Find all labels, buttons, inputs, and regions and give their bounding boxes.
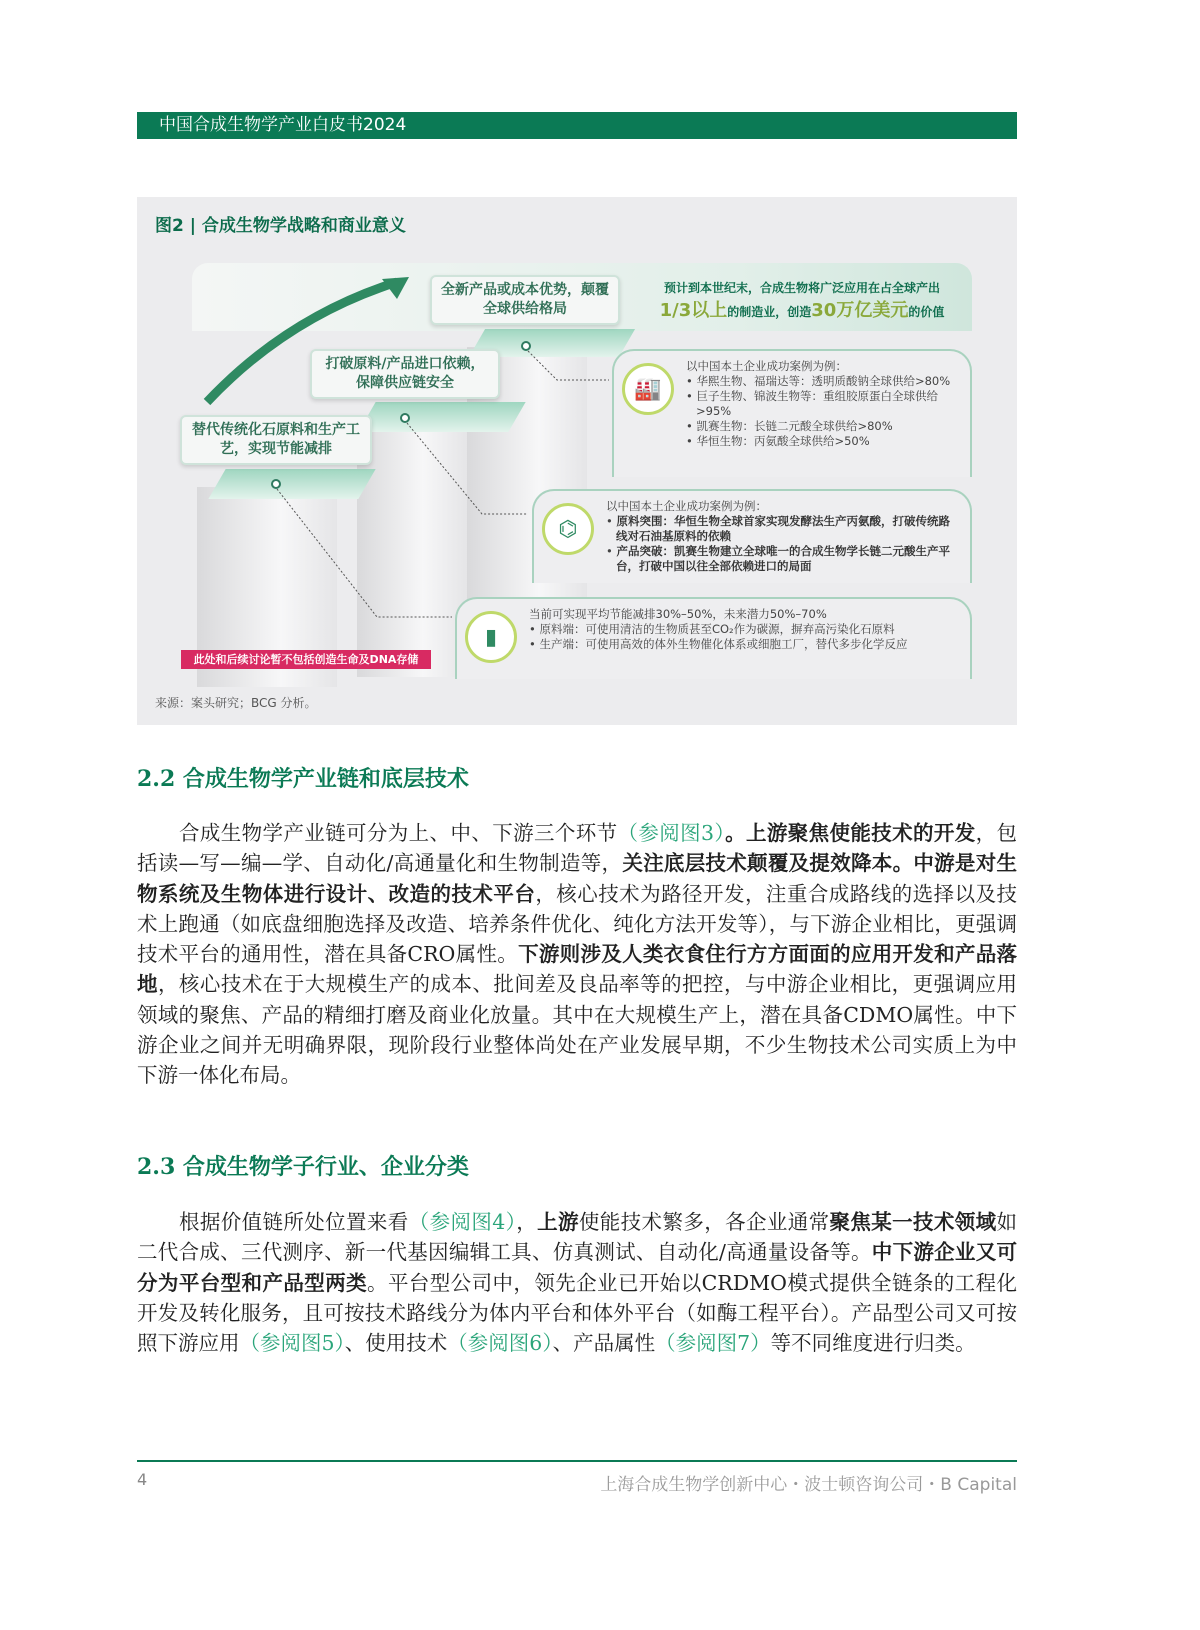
text: 、使用技术	[344, 1331, 448, 1356]
bold-text: 关注底层技术颠覆及提效降本。中游是对生物系统及生物体进行设计、改造的技术平台	[137, 851, 1018, 906]
text: ，包括读—写—编—学、自动化/高通量化和生物制造等，	[137, 821, 1018, 876]
case-card-supply	[612, 349, 972, 477]
prediction-mid: 的制造业，创造	[727, 305, 812, 319]
card-intro: 当前可实现平均节能减排30%–50%，未来潜力50%–70%	[529, 607, 827, 621]
bold-text: 聚焦某一技术领域	[829, 1210, 997, 1234]
text: 使能技术繁多，各企业通常	[578, 1210, 830, 1234]
card-item: • 产品突破：凯赛生物建立全球唯一的合成生物学长链二元酸生产平台，打破中国以往全部依赖进口的局面	[606, 544, 950, 573]
text: 等不同维度进行归类。	[770, 1331, 976, 1356]
factory-icon: 🏭	[622, 363, 674, 415]
card-item: • 凯赛生物：长链二元酸全球供给>80%	[686, 419, 893, 433]
section-2-3-paragraph	[137, 1207, 1017, 1358]
text: 、产品属性	[552, 1331, 656, 1356]
card-item: • 华恒生物：丙氨酸全球供给>50%	[686, 434, 870, 448]
bold-text: 。上游聚焦使能技术的开发	[725, 821, 976, 845]
figure-title: 图2 | 合成生物学战略和商业意义	[155, 216, 406, 236]
section-2-2-heading: 2.2 合成生物学产业链和底层技术	[137, 766, 469, 792]
bold-text: 上游	[537, 1210, 579, 1234]
text: 根据价值链所处位置来看	[179, 1210, 409, 1234]
footer-organizations: 上海合成生物学创新中心・波士顿咨询公司・B Capital	[600, 1475, 1017, 1495]
figure-reference-link[interactable]: （参阅图4）	[408, 1210, 517, 1234]
callout-bottom: 替代传统化石原料和生产工艺，实现节能减排	[180, 415, 372, 465]
emission-card	[455, 597, 972, 679]
scope-note: 此处和后续讨论暂不包括创造生命及DNA存储	[181, 650, 431, 669]
chimney-icon: ▮	[465, 611, 517, 663]
prediction-value: 30万亿美元	[811, 300, 909, 321]
card-item: • 生产端：可使用高效的体外生物催化体系或细胞工厂，替代多步化学反应	[529, 637, 908, 651]
section-2-2-paragraph	[137, 818, 1017, 1091]
prediction-share: 1/3以上	[659, 300, 728, 321]
prediction-line: 预计到本世纪末，合成生物将广泛应用在占全球产出	[663, 281, 940, 295]
text: 。平台型公司中，领先企业已开始以CRDMO模式提供全链条的工程化开发及转化服务，且可按技术路线分为体内平台和体外平台（如酶工程平台）。产品型公司又可按照下游应用	[137, 1270, 1017, 1356]
figure-reference-link[interactable]: （参阅图6）	[447, 1331, 553, 1356]
prediction-end: 的价值	[908, 305, 945, 319]
figure-reference-link[interactable]: （参阅图3）	[617, 821, 726, 845]
case-card-breakthrough	[532, 489, 972, 583]
card-item: • 华熙生物、福瑞达等：透明质酸钠全球供给>80%	[686, 374, 951, 388]
card-item: • 巨子生物、锦波生物等：重组胶原蛋白全球供给>95%	[686, 389, 938, 418]
footer-divider	[137, 1460, 1017, 1462]
figure-2	[137, 197, 1017, 725]
callout-middle: 打破原料/产品进口依赖，保障供应链安全	[310, 349, 500, 399]
page-number: 4	[137, 1470, 148, 1489]
section-2-3-heading: 2.3 合成生物学子行业、企业分类	[137, 1154, 469, 1180]
figure-reference-link[interactable]: （参阅图7）	[655, 1331, 771, 1356]
card-intro: 以中国本土企业成功案例为例：	[606, 499, 767, 513]
molecule-icon: ⌬	[542, 503, 594, 555]
text: ，核心技术在于大规模生产的成本、批间差及良品率等的把控，与中游企业相比，更强调应用领域的聚焦、产品的精细打磨及商业化放量。其中在大规模生产上，潜在具备CDMO属性。中下游企业之间并无明确界限，现阶段行业整体尚处在产业发展早期，不少生物技术公司实质上为中下游一体化布局。	[137, 972, 1018, 1088]
text: 如二代合成、三代测序、新一代基因编辑工具、仿真测试、自动化/高通量设备等。	[137, 1210, 1018, 1265]
card-intro: 以中国本土企业成功案例为例：	[686, 359, 847, 373]
figure-source: 来源：案头研究；BCG 分析。	[155, 696, 317, 710]
bold-text: 下游则涉及人类衣食住行方方面面的应用开发和产品落地	[137, 942, 1017, 997]
figure-reference-link[interactable]: （参阅图5）	[239, 1331, 345, 1356]
callout-top: 全新产品或成本优势，颠覆全球供给格局	[430, 275, 620, 325]
bold-text: 中下游企业又可分为平台型和产品型两类	[137, 1240, 1018, 1295]
text: 合成生物学产业链可分为上、中、下游三个环节	[179, 821, 618, 845]
text: ，	[516, 1210, 538, 1234]
running-header: 中国合成生物学产业白皮书2024	[137, 112, 1017, 139]
text: ，核心技术为路径开发，注重合成路线的选择以及技术上跑通（如底盘细胞选择及改造、培养条件优化、纯化方法开发等），与下游企业相比，更强调技术平台的通用性，潜在具备CRO属性。	[137, 881, 1018, 967]
card-item: • 原料突围：华恒生物全球首家实现发酵法生产丙氨酸，打破传统路线对石油基原料的依赖	[606, 514, 950, 543]
card-item: • 原料端：可使用清洁的生物质甚至CO₂作为碳源，摒弃高污染化石原料	[529, 622, 895, 636]
